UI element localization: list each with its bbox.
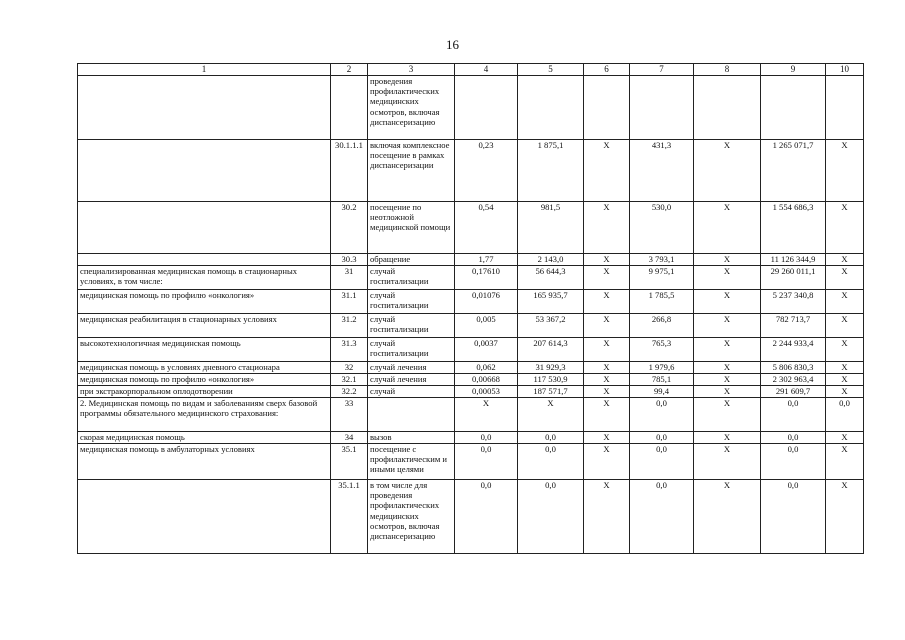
col6-value: X <box>584 313 630 337</box>
col8-value: X <box>694 479 761 553</box>
column-header: 10 <box>826 64 864 76</box>
table-row <box>78 253 864 265</box>
table-row <box>78 431 864 443</box>
row-name-cell: специализированная медицинская помощь в стационарных условиях, в том числе: <box>78 265 331 289</box>
row-unit-cell: случай госпитализации <box>368 289 455 313</box>
row-unit-cell: случай госпитализации <box>368 313 455 337</box>
table-row <box>78 265 864 289</box>
table-row <box>78 361 864 373</box>
row-code-cell: 30.3 <box>331 253 368 265</box>
col8-value: X <box>694 313 761 337</box>
col7-value: 9 975,1 <box>630 265 694 289</box>
row-unit-cell: случай госпитализации <box>368 337 455 361</box>
row-code-cell: 32.2 <box>331 385 368 397</box>
column-header: 6 <box>584 64 630 76</box>
col7-value: 0,0 <box>630 397 694 431</box>
col9-value: 5 237 340,8 <box>761 289 826 313</box>
col6-value: X <box>584 253 630 265</box>
col8-value <box>694 75 761 139</box>
col8-value: X <box>694 373 761 385</box>
col8-value: X <box>694 443 761 479</box>
col9-value: 5 806 830,3 <box>761 361 826 373</box>
column-header: 1 <box>78 64 331 76</box>
table-row <box>78 385 864 397</box>
col9-value <box>761 75 826 139</box>
col5-value: 2 143,0 <box>518 253 584 265</box>
row-name-cell <box>78 479 331 553</box>
row-code-cell: 30.1.1.1 <box>331 139 368 201</box>
col8-value: X <box>694 265 761 289</box>
col10-value: X <box>826 373 864 385</box>
col4-value: 0,23 <box>455 139 518 201</box>
column-header: 2 <box>331 64 368 76</box>
col8-value: X <box>694 431 761 443</box>
column-number-row <box>78 64 864 76</box>
col4-value: 0,0 <box>455 431 518 443</box>
col4-value: 0,17610 <box>455 265 518 289</box>
row-code-cell: 31 <box>331 265 368 289</box>
col5-value: 53 367,2 <box>518 313 584 337</box>
row-unit-cell: случай <box>368 385 455 397</box>
col8-value: X <box>694 337 761 361</box>
col7-value: 99,4 <box>630 385 694 397</box>
row-name-cell: высокотехнологичная медицинская помощь <box>78 337 331 361</box>
col5-value: 981,5 <box>518 201 584 253</box>
row-name-cell: скорая медицинская помощь <box>78 431 331 443</box>
col10-value: X <box>826 337 864 361</box>
row-unit-cell: посещение по неотложной медицинской помощи <box>368 201 455 253</box>
row-unit-cell: в том числе для проведения профилактических медицинских осмотров, включая диспансеризацию <box>368 479 455 553</box>
table-row <box>78 397 864 431</box>
col9-value: 782 713,7 <box>761 313 826 337</box>
column-header: 5 <box>518 64 584 76</box>
col9-value: 2 244 933,4 <box>761 337 826 361</box>
page-number: 16 <box>446 37 459 52</box>
col10-value: X <box>826 289 864 313</box>
row-name-cell <box>78 253 331 265</box>
col7-value: 0,0 <box>630 431 694 443</box>
col10-value: X <box>826 201 864 253</box>
col5-value <box>518 75 584 139</box>
table-body <box>78 64 864 554</box>
col9-value: 0,0 <box>761 479 826 553</box>
col9-value: 0,0 <box>761 431 826 443</box>
col8-value: X <box>694 397 761 431</box>
col9-value: 291 609,7 <box>761 385 826 397</box>
col7-value: 1 785,5 <box>630 289 694 313</box>
table-row <box>78 313 864 337</box>
row-unit-cell: случай лечения <box>368 373 455 385</box>
col6-value: X <box>584 337 630 361</box>
row-code-cell: 34 <box>331 431 368 443</box>
row-name-cell: медицинская помощь по профилю «онкология» <box>78 289 331 313</box>
row-name-cell: медицинская реабилитация в стационарных условиях <box>78 313 331 337</box>
col4-value: 0,54 <box>455 201 518 253</box>
col5-value: 207 614,3 <box>518 337 584 361</box>
row-name-cell: 2. Медицинская помощь по видам и заболеваниям сверх базовой программы обязательного медицинского страхования: <box>78 397 331 431</box>
col5-value: 1 875,1 <box>518 139 584 201</box>
col6-value <box>584 75 630 139</box>
col5-value: 56 644,3 <box>518 265 584 289</box>
col6-value: X <box>584 479 630 553</box>
col10-value: X <box>826 479 864 553</box>
col5-value: 117 530,9 <box>518 373 584 385</box>
col10-value: X <box>826 265 864 289</box>
funding-table <box>77 63 864 554</box>
col4-value: 0,0 <box>455 443 518 479</box>
col5-value: 165 935,7 <box>518 289 584 313</box>
col9-value: 29 260 011,1 <box>761 265 826 289</box>
col6-value: X <box>584 289 630 313</box>
col6-value: X <box>584 431 630 443</box>
row-code-cell <box>331 75 368 139</box>
row-name-cell <box>78 139 331 201</box>
row-code-cell: 35.1 <box>331 443 368 479</box>
col7-value: 1 979,6 <box>630 361 694 373</box>
col4-value: 0,00668 <box>455 373 518 385</box>
col8-value: X <box>694 253 761 265</box>
table-row <box>78 443 864 479</box>
col6-value: X <box>584 373 630 385</box>
row-unit-cell: включая комплексное посещение в рамках диспансеризации <box>368 139 455 201</box>
col6-value: X <box>584 139 630 201</box>
col8-value: X <box>694 361 761 373</box>
row-code-cell: 30.2 <box>331 201 368 253</box>
column-header: 8 <box>694 64 761 76</box>
col8-value: X <box>694 289 761 313</box>
col7-value: 0,0 <box>630 479 694 553</box>
col7-value <box>630 75 694 139</box>
col9-value: 1 265 071,7 <box>761 139 826 201</box>
col4-value <box>455 75 518 139</box>
table-row <box>78 201 864 253</box>
col7-value: 431,3 <box>630 139 694 201</box>
col7-value: 765,3 <box>630 337 694 361</box>
row-code-cell: 31.2 <box>331 313 368 337</box>
row-unit-cell: вызов <box>368 431 455 443</box>
col8-value: X <box>694 139 761 201</box>
row-name-cell: медицинская помощь в условиях дневного стационара <box>78 361 331 373</box>
col8-value: X <box>694 385 761 397</box>
row-unit-cell: случай лечения <box>368 361 455 373</box>
col9-value: 0,0 <box>761 397 826 431</box>
col4-value: 0,01076 <box>455 289 518 313</box>
row-code-cell: 33 <box>331 397 368 431</box>
col10-value <box>826 75 864 139</box>
col4-value: 1,77 <box>455 253 518 265</box>
col5-value: 0,0 <box>518 479 584 553</box>
col5-value: 0,0 <box>518 443 584 479</box>
col7-value: 266,8 <box>630 313 694 337</box>
col10-value: 0,0 <box>826 397 864 431</box>
column-header: 3 <box>368 64 455 76</box>
row-name-cell: медицинская помощь по профилю «онкология» <box>78 373 331 385</box>
col7-value: 0,0 <box>630 443 694 479</box>
col8-value: X <box>694 201 761 253</box>
col4-value: 0,00053 <box>455 385 518 397</box>
row-name-cell <box>78 201 331 253</box>
col5-value: X <box>518 397 584 431</box>
col4-value: 0,0 <box>455 479 518 553</box>
col4-value: 0,062 <box>455 361 518 373</box>
col6-value: X <box>584 361 630 373</box>
row-code-cell: 31.1 <box>331 289 368 313</box>
col6-value: X <box>584 201 630 253</box>
col10-value: X <box>826 139 864 201</box>
col5-value: 187 571,7 <box>518 385 584 397</box>
table-row <box>78 75 864 139</box>
col6-value: X <box>584 443 630 479</box>
col10-value: X <box>826 313 864 337</box>
col10-value: X <box>826 361 864 373</box>
col10-value: X <box>826 443 864 479</box>
row-name-cell: медицинская помощь в амбулаторных условиях <box>78 443 331 479</box>
row-code-cell: 35.1.1 <box>331 479 368 553</box>
row-unit-cell <box>368 397 455 431</box>
col10-value: X <box>826 431 864 443</box>
table-row <box>78 289 864 313</box>
col7-value: 785,1 <box>630 373 694 385</box>
row-code-cell: 31.3 <box>331 337 368 361</box>
col7-value: 530,0 <box>630 201 694 253</box>
row-unit-cell: посещение с профилактическим и иными целями <box>368 443 455 479</box>
table-row <box>78 139 864 201</box>
col4-value: 0,005 <box>455 313 518 337</box>
row-unit-cell: проведения профилактических медицинских осмотров, включая диспансеризацию <box>368 75 455 139</box>
col4-value: 0,0037 <box>455 337 518 361</box>
col5-value: 0,0 <box>518 431 584 443</box>
col10-value: X <box>826 385 864 397</box>
column-header: 4 <box>455 64 518 76</box>
col9-value: 11 126 344,9 <box>761 253 826 265</box>
col5-value: 31 929,3 <box>518 361 584 373</box>
row-code-cell: 32 <box>331 361 368 373</box>
row-code-cell: 32.1 <box>331 373 368 385</box>
column-header: 7 <box>630 64 694 76</box>
row-unit-cell: случай госпитализации <box>368 265 455 289</box>
col4-value: X <box>455 397 518 431</box>
col6-value: X <box>584 265 630 289</box>
table-row <box>78 479 864 553</box>
col7-value: 3 793,1 <box>630 253 694 265</box>
column-header: 9 <box>761 64 826 76</box>
col9-value: 0,0 <box>761 443 826 479</box>
row-name-cell: при экстракорпоральном оплодотворении <box>78 385 331 397</box>
col6-value: X <box>584 385 630 397</box>
col6-value: X <box>584 397 630 431</box>
row-unit-cell: обращение <box>368 253 455 265</box>
col9-value: 1 554 686,3 <box>761 201 826 253</box>
col10-value: X <box>826 253 864 265</box>
row-name-cell <box>78 75 331 139</box>
table-row <box>78 337 864 361</box>
table-row <box>78 373 864 385</box>
col9-value: 2 302 963,4 <box>761 373 826 385</box>
